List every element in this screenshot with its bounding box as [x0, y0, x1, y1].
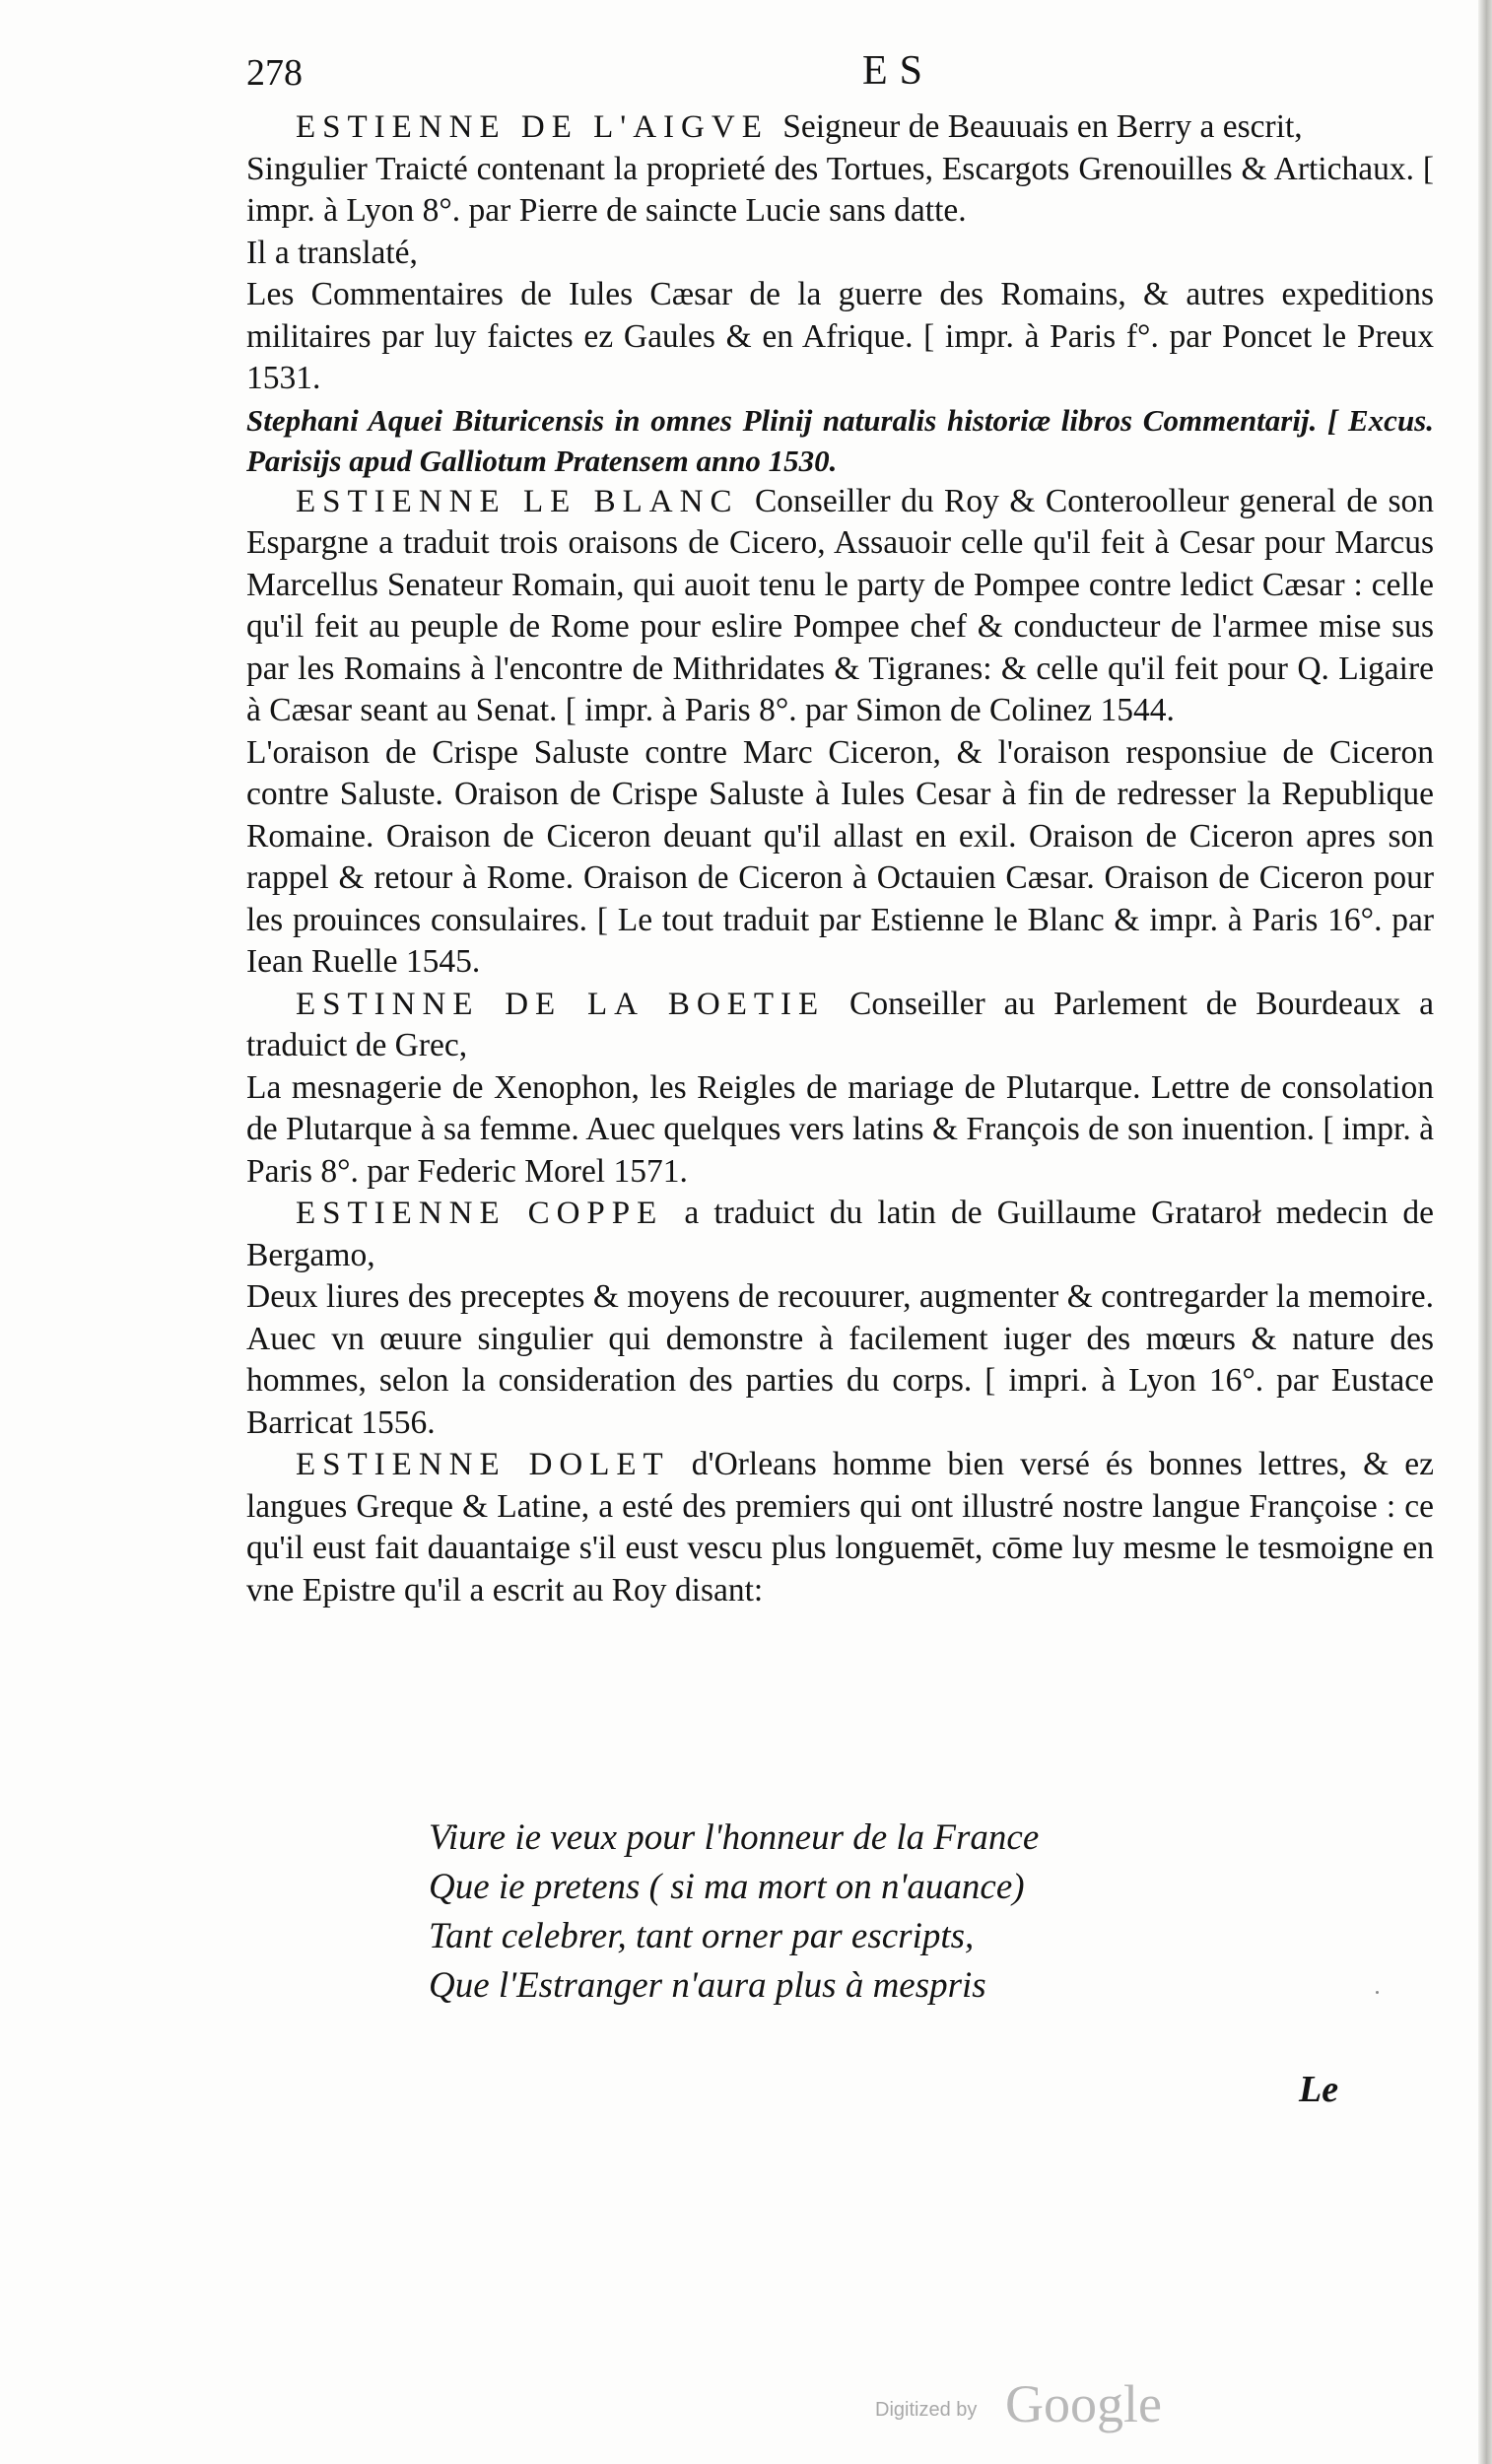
verse-line: Que ie pretens ( si ma mort on n'auance) [429, 1867, 1025, 1907]
entry-heading [246, 481, 1434, 732]
scan-edge [1478, 0, 1492, 2464]
entry-body: Deux liures des preceptes & moyens de recouurer, augmenter & contregarder la memoire. Auec vn œuure singulier qui demonstre à facilement iuger des mœurs & nature des hommes, selon la consideration des parties du corps. [ impri. à Lyon 16°. par Eustace Barricat 1556. [246, 1278, 1434, 1441]
verse-line: Viure ie veux pour l'honneur de la France [429, 1817, 1040, 1858]
main-text [246, 106, 1434, 1611]
entry-body: Singulier Traicté contenant la proprieté des Tortues, Escargots Grenouilles & Artichaux. [ impr. à Lyon 8°. par Pierre de saincte Lucie sans datte. [246, 150, 1434, 229]
entry-body: Il a translaté, [246, 234, 418, 271]
entry-body: Les Commentaires de Iules Cæsar de la guerre des Romains, & autres expeditions militaires par luy faictes ez Gaules & en Afrique. [ impr. à Paris f°. par Poncet le Preux 1531. [246, 276, 1434, 396]
scan-speck [1376, 1991, 1379, 1994]
verse-quotation [429, 1814, 1039, 2011]
entry-name: ESTINNE DE LA BOETIE [296, 986, 826, 1022]
google-wordmark: Google [1005, 2374, 1162, 2433]
entry-intro: Conseiller au Parlement de Bourdeaux a traduict de Grec, [246, 985, 1434, 1063]
digitized-label: Digitized by [875, 2399, 978, 2421]
running-head-letters: ES [862, 48, 935, 94]
entry-name: ESTIENNE DE L'AIGVE [296, 109, 769, 145]
entry-intro: a traduict du latin de Guillaume Grataroł medecin de Bergamo, [246, 1195, 1435, 1273]
running-head [246, 48, 1449, 97]
entry-body: La mesnagerie de Xenophon, les Reigles de mariage de Plutarque. Lettre de consolation de Plutarque à sa femme. Auec quelques vers latins & François de son inuention. [ impr. à Paris 8°. par Federic Morel 1571. [246, 1068, 1434, 1190]
verse-line: Tant celebrer, tant orner par escripts, [429, 1916, 975, 1956]
entry-heading [246, 1193, 1434, 1276]
entry-intro: Conseiller du Roy & Conteroolleur general de son Espargne a traduit trois oraisons de Cicero, Assauoir celle qu'il feit à Cesar pour Marcus Marcellus Senateur Romain, qui auoit tenu le party de Pompee contre ledict Cæsar : celle qu'il feit au peuple de Rome pour eslire Pompee chef & conducteur de l'armee mise sus par les Romains à l'encontre de Mithridates & Tigranes: & celle qu'il feit pour Q. Ligaire à Cæsar seant au Senat. [ impr. à Paris 8°. par Simon de Colinez 1544. [246, 482, 1435, 728]
page-number: 278 [246, 52, 303, 94]
latin-citation: Stephani Aquei Bituricensis in omnes Plinij naturalis historiæ libros Commentarij. [ Excus. Parisijs apud Galliotum Pratensem anno 1530. [246, 402, 1434, 478]
entry-name: ESTIENNE COPPE [296, 1196, 664, 1231]
verse-line: Que l'Estranger n'aura plus à mespris [429, 1965, 986, 2006]
entry-heading [246, 984, 1434, 1067]
entry-heading [246, 1444, 1434, 1611]
entry-name: ESTIENNE DOLET [296, 1447, 670, 1482]
entry-heading [246, 106, 1434, 149]
entry-intro: Seigneur de Beauuais en Berry a escrit, [782, 108, 1303, 145]
entry-name: ESTIENNE LE BLANC [296, 483, 739, 519]
entry-intro: d'Orleans homme bien versé és bonnes lettres, & ez langues Greque & Latine, a esté des premiers qui ont illustré nostre langue Françoise : ce qu'il eust fait dauantaige s'il eust vescu plus longuemēt, cōme luy mesme le tesmoigne en vne Epistre qu'il a escrit au Roy disant: [246, 1446, 1434, 1608]
entry-body: L'oraison de Crispe Saluste contre Marc Ciceron, & l'oraison responsiue de Ciceron contre Saluste. Oraison de Crispe Saluste à Iules Cesar à fin de redresser la Republique Romaine. Oraison de Ciceron deuant qu'il allast en exil. Oraison de Ciceron apres son rappel & retour à Rome. Oraison de Ciceron à Octauien Cæsar. Oraison de Ciceron pour les prouinces consulaires. [ Le tout traduit par Estienne le Blanc & impr. à Paris 16°. par Iean Ruelle 1545. [246, 733, 1434, 980]
catchword: Le [1299, 2069, 1339, 2110]
